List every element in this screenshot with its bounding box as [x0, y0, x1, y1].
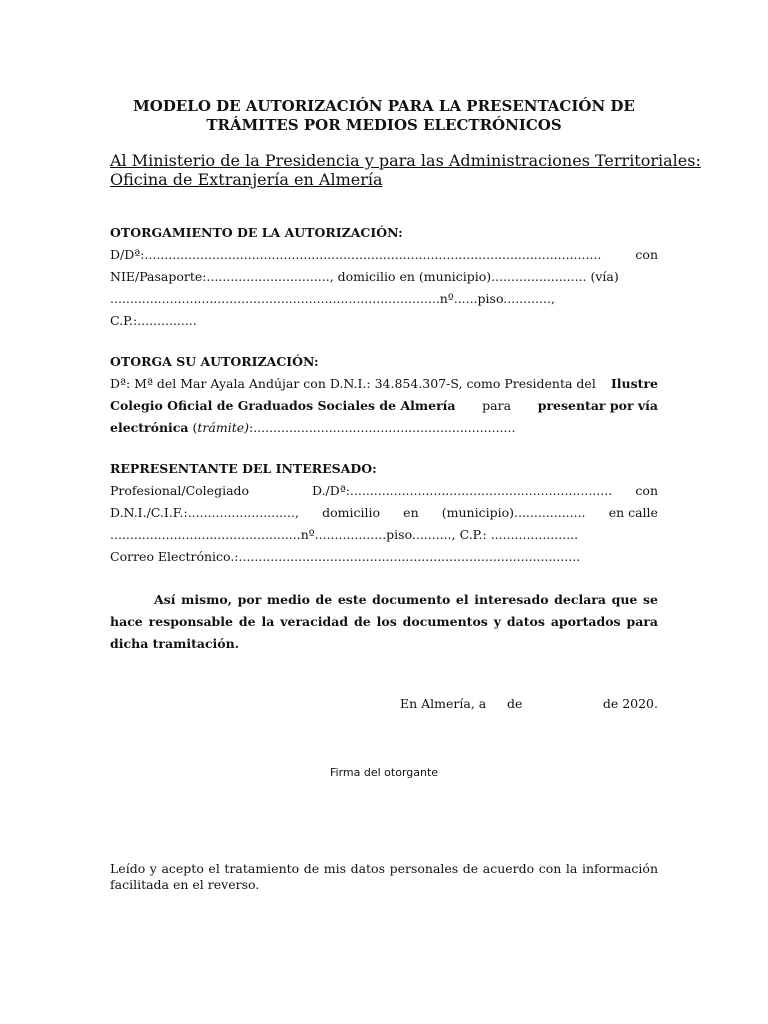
- representante-line-4: Correo Electrónico.:......................................................................................: [110, 549, 581, 564]
- tramite-fill: :..................................................................: [249, 420, 516, 435]
- otorga-presentar: presentar por vía: [537, 398, 658, 413]
- name-fill: ...................................................................................................................: [144, 247, 602, 262]
- date-place: En Almería, a: [400, 696, 487, 711]
- otorga-line-3: [110, 420, 658, 436]
- otorgamiento-nie-line: [110, 269, 658, 285]
- date-year: de 2020.: [602, 696, 658, 711]
- otorgamiento-heading: OTORGAMIENTO DE LA AUTORIZACIÓN:: [110, 225, 403, 240]
- nie-label: NIE/Pasaporte:: [110, 269, 207, 284]
- representante-name-fill: D./Dª:..................................................................: [312, 483, 613, 498]
- otorga-line-1-bold: Ilustre: [610, 376, 658, 391]
- otorga-para: para: [482, 398, 512, 413]
- electronica-word: electrónica: [110, 420, 189, 435]
- legal-line-1: Leído y acepto el tratamiento de mis datos personales de acuerdo con la información: [110, 861, 658, 876]
- dni-cif: D.N.I./C.I.F.:...........................,: [110, 505, 299, 520]
- otorgamiento-name-line: [110, 247, 658, 263]
- name-end: con: [635, 247, 658, 262]
- en-word: en: [403, 505, 419, 520]
- profesional-label: Profesional/Colegiado: [110, 483, 250, 498]
- representante-con: con: [635, 483, 658, 498]
- legal-notice: [110, 861, 658, 893]
- en-calle: en calle: [608, 505, 658, 520]
- representante-line-2: [110, 505, 658, 521]
- representante-line-1: [110, 483, 658, 499]
- declaration-paragraph: [110, 589, 658, 655]
- title-line-2: TRÁMITES POR MEDIOS ELECTRÓNICOS: [206, 116, 562, 134]
- declaration-text: Así mismo, por medio de este documento el interesado declara que se hace responsable de la veracidad de los documentos y datos aportados para dicha tramitación.: [110, 592, 658, 651]
- colegio-name: Colegio Oficial de Graduados Sociales de Almería: [110, 398, 456, 413]
- paren-open: (: [192, 420, 198, 435]
- representante-heading: REPRESENTANTE DEL INTERESADO:: [110, 461, 377, 476]
- document-title: [110, 97, 658, 135]
- otorga-line-1: [110, 376, 658, 392]
- otorga-line-1-text: Dª: Mª del Mar Ayala Andújar con D.N.I.: 34.854.307-S, como Presidenta del: [110, 376, 596, 391]
- name-label: D/Dª:: [110, 247, 145, 262]
- recipient-block: [110, 151, 701, 189]
- otorgamiento-cp-line: C.P.:...............: [110, 313, 197, 328]
- municipio-fill: (municipio)..................: [441, 505, 586, 520]
- otorga-line-2: [110, 398, 658, 414]
- recipient-line-2: Oficina de Extranjería en Almería: [110, 170, 383, 189]
- title-line-1: MODELO DE AUTORIZACIÓN PARA LA PRESENTACIÓN DE: [133, 97, 635, 115]
- otorgamiento-address-line: ...................................................................................nº......piso............,: [110, 291, 555, 306]
- nie-fill: ..............................., domicilio en (municipio)........................ (vía): [206, 269, 619, 284]
- legal-line-2: facilitada en el reverso.: [110, 877, 260, 892]
- tramite-word: trámite): [197, 420, 249, 435]
- representante-line-3: ................................................nº..................piso.........., C.P.: ......................: [110, 527, 579, 542]
- signature-label: Firma del otorgante: [330, 766, 439, 779]
- recipient-line-1: Al Ministerio de la Presidencia y para las Administraciones Territoriales:: [110, 151, 701, 170]
- domicilio-word: domicilio: [322, 505, 381, 520]
- date-de: de: [507, 696, 523, 711]
- otorga-heading: OTORGA SU AUTORIZACIÓN:: [110, 354, 319, 369]
